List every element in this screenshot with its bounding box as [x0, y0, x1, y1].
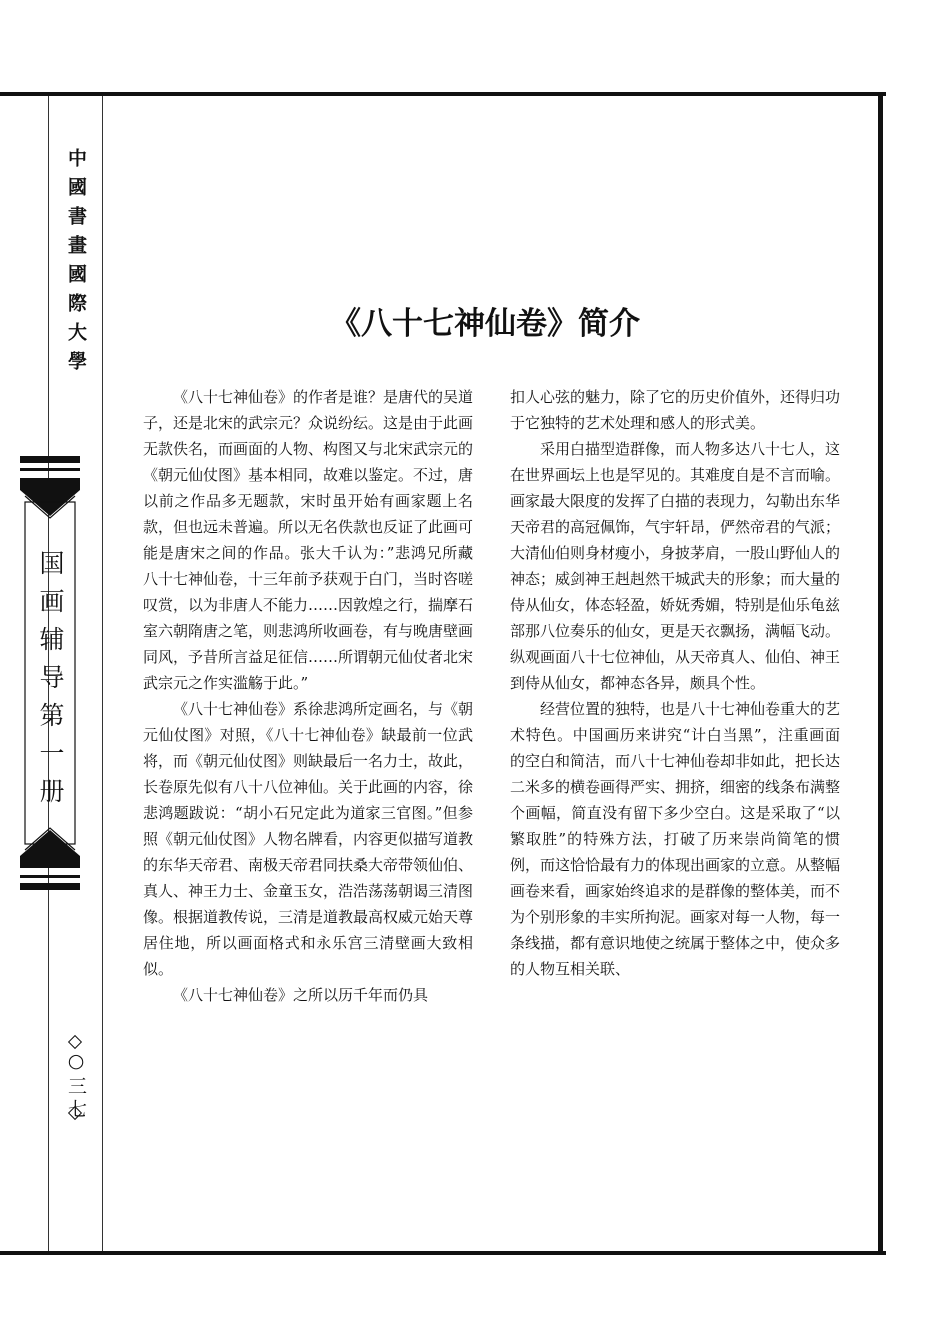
article-column-left	[143, 384, 473, 1008]
margin-rule-right	[102, 96, 103, 1251]
paragraph: 《八十七神仙卷》系徐悲鸿所定画名，与《朝元仙仗图》对照，《八十七神仙卷》缺最前一位武将，而《朝元仙仗图》则缺最后一名力士，故此，长卷原先似有八十八位神仙。关于此画的内容，徐悲鸿题跋说：“胡小石兄定此为道家三官图。”但参照《朝元仙仗图》人物名牌看，内容更似描写道教的东华天帝君、南极天帝君同扶桑大帝带领仙伯、真人、神王力士、金童玉女，浩浩荡荡朝谒三清图像。根据道教传说，三清是道教最高权威元始天尊居住地，所以画面格式和永乐宫三清壁画大致相似。	[143, 700, 474, 978]
paragraph: 经营位置的独特，也是八十七神仙卷重大的艺术特色。中国画历来讲究“计白当黑”，注重画面的空白和简洁，而八十七神仙卷却非如此，把长达二米多的横卷画得严实、拥挤，细密的线条布满整个画幅，简直没有留下多少空白。这是采取了“以繁取胜”的特殊方法，打破了历来崇尚简笔的惯例，而这恰恰最有力的体现出画家的立意。从整幅画卷来看，画家始终追求的是群像的整体美，而不为个别形象的丰实所拘泥。画家对每一人物，每一条线描，都有意识地使之统属于整体之中，使众多的人物互相关联、	[510, 700, 841, 978]
frame-top-border	[0, 92, 886, 96]
paragraph: 《八十七神仙卷》的作者是谁？是唐代的吴道子，还是北宋的武宗元？众说纷纭。这是由于此画无款佚名，而画面的人物、构图又与北宋武宗元的《朝元仙仗图》基本相同，故难以鉴定。不过，唐以前之作品多无题款，宋时虽开始有画家题上名款，但也远未普遍。所以无名佚款也反证了此画可能是唐宋之间的作品。张大千认为：”悲鸿兄所藏八十七神仙卷，十三年前予获观于白门，当时咨嗟叹赏，以为非唐人不能力……因敦煌之行，揣摩石室六朝隋唐之笔，则悲鸿所收画卷，有与晚唐壁画同风，予昔所言益足征信……所谓朝元仙仗者北宋武宗元之作实滥觞于此。”	[143, 388, 474, 692]
paragraph: 采用白描型造群像，而人物多达八十七人，这在世界画坛上也是罕见的。其难度自是不言而喻。画家最大限度的发挥了白描的表现力，勾勒出东华天帝君的高冠佩饰，气宇轩昂，俨然帝君的气派；大清仙伯则身材瘦小，身披茅肩，一股山野仙人的神态；威剑神王赳赳然干城武夫的形象；而大量的侍从仙女，体态轻盈，娇妩秀媚，特别是仙乐龟兹部那八位奏乐的仙女，更是天衣飘扬，满幅飞动。纵观画面八十七位神仙，从天帝真人、仙伯、神王到侍从仙女，都神态各异，颇具个性。	[510, 440, 841, 692]
article-title: 《八十七神仙卷》简介	[330, 306, 640, 342]
frame-right-border	[878, 92, 883, 1255]
volume-title: 国画辅导第一册	[36, 550, 65, 816]
frame-bottom-border	[0, 1251, 886, 1255]
page-number: ○三七	[65, 1050, 87, 1122]
series-title: 中國書畫國際大學	[65, 148, 87, 380]
paragraph-continued: 扣人心弦的魅力，除了它的历史价值外，还得归功于它独特的艺术处理和感人的形式美。	[510, 388, 841, 432]
article-column-right	[510, 384, 840, 982]
diamond-icon	[68, 1035, 82, 1049]
volume-plaque	[20, 456, 80, 890]
paragraph: 《八十七神仙卷》之所以历千年而仍具	[173, 986, 429, 1004]
